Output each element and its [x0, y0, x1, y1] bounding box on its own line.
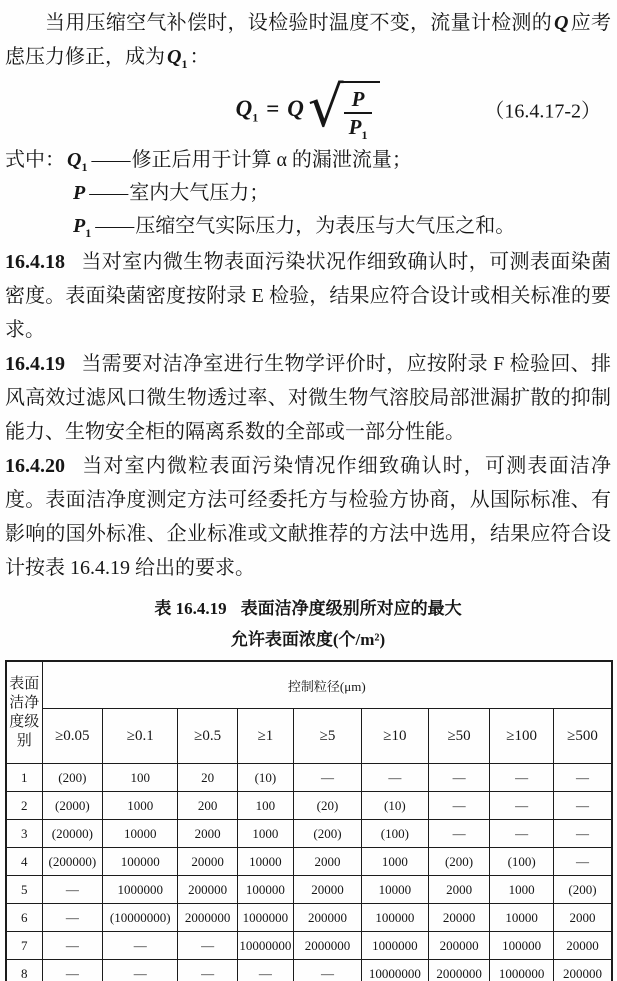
- column-header-cell: ≥5: [294, 709, 362, 764]
- column-header-cell: ≥100: [490, 709, 554, 764]
- section-text: 当对室内微粒表面污染情况作细致确认时，可测表面洁净度。表面洁净度测定方法可经委托方与检验方协商，从国际标准、有影响的国外标准、企业标准或文献推荐的方法中选用，结果应符合设计按表 16.4.19 给出的要求。: [5, 455, 611, 579]
- table-cell: (200000): [42, 848, 102, 876]
- table-cell: 2000000: [428, 960, 490, 981]
- intro-paragraph: [5, 6, 611, 74]
- surface-cleanliness-table: [5, 660, 613, 981]
- table-cell: 1000000: [361, 932, 428, 960]
- table-cell: 10000000: [361, 960, 428, 981]
- variable-q: Q: [554, 12, 569, 34]
- definition-text: 室内大气压力；: [129, 182, 270, 204]
- table-cell: —: [178, 932, 237, 960]
- table-cell: 20000: [178, 848, 237, 876]
- table-row: [6, 960, 612, 981]
- table-label: 表 16.4.19: [154, 599, 227, 618]
- level-cell: 5: [6, 876, 42, 904]
- table-cell: —: [294, 960, 362, 981]
- definition-dash: ——: [89, 182, 128, 204]
- where-line-p1: [71, 210, 611, 243]
- table-cell: 100000: [361, 904, 428, 932]
- level-cell: 6: [6, 904, 42, 932]
- table-cell: 10000000: [237, 932, 293, 960]
- table-row: [6, 848, 612, 876]
- sqrt-radical: [307, 74, 381, 142]
- table-cell: 100000: [237, 876, 293, 904]
- table-cell: 20: [178, 764, 237, 792]
- section-number: 16.4.18: [5, 251, 65, 273]
- level-cell: 7: [6, 932, 42, 960]
- table-cell: —: [553, 792, 612, 820]
- where-line-q1: [5, 144, 611, 177]
- table-cell: 1000: [490, 876, 554, 904]
- table-cell: (10000000): [103, 904, 178, 932]
- section-text: 当对室内微生物表面污染状况作细致确认时，可测表面染菌密度。表面染菌密度按附录 E 检验，结果应符合设计或相关标准的要求。: [5, 251, 611, 341]
- table-cell: —: [103, 960, 178, 981]
- table-cell: 2000000: [294, 932, 362, 960]
- fraction-denominator: $P_1$: [344, 112, 373, 139]
- column-header-cell: ≥0.1: [103, 709, 178, 764]
- table-title-text: 表面洁净度级别所对应的最大: [240, 599, 462, 618]
- formula-expression: [235, 74, 381, 142]
- level-cell: 2: [6, 792, 42, 820]
- column-header-cell: ≥1: [237, 709, 293, 764]
- equals-sign: =: [266, 96, 280, 121]
- table-title: [5, 593, 611, 655]
- where-line-p: [71, 177, 611, 210]
- table-row: [6, 792, 612, 820]
- table-row: [6, 932, 612, 960]
- table-cell: 100000: [490, 932, 554, 960]
- table-cell: 10000: [361, 876, 428, 904]
- intro-text-2: 应考虑压力修正，成为: [5, 12, 612, 68]
- section-number: 16.4.19: [5, 353, 65, 375]
- table-cell: (10): [237, 764, 293, 792]
- level-cell: 1: [6, 764, 42, 792]
- table-cell: —: [42, 876, 102, 904]
- radical-sign: √: [307, 74, 344, 140]
- table-cell: 10000: [103, 820, 178, 848]
- table-cell: (20000): [42, 820, 102, 848]
- table-cell: 20000: [553, 932, 612, 960]
- table-cell: 200000: [178, 876, 237, 904]
- column-header-cell: ≥0.5: [178, 709, 237, 764]
- section-16-4-19: [5, 347, 611, 449]
- level-cell: 3: [6, 820, 42, 848]
- level-cell: 4: [6, 848, 42, 876]
- variable-p1: $P_1$: [73, 215, 92, 240]
- definition-text: 压缩空气实际压力，为表压与大气压之和。: [135, 215, 516, 237]
- table-cell: 20000: [294, 876, 362, 904]
- table-cell: 200000: [294, 904, 362, 932]
- definition-dash: ——: [91, 149, 130, 171]
- table-cell: —: [42, 904, 102, 932]
- table-cell: (200): [553, 876, 612, 904]
- section-text: 当需要对洁净室进行生物学评价时，应按附录 F 检验回、排风高效过滤风口微生物透过率、对微生物气溶胶局部泄漏扩散的抑制能力、生物安全柜的隔离系数的全部或一部分性能。: [5, 353, 611, 443]
- variable-p: P: [73, 182, 86, 204]
- table-cell: (200): [428, 848, 490, 876]
- table-title-line2: 允许表面浓度(个/m²): [230, 630, 386, 649]
- table-cell: —: [428, 820, 490, 848]
- table-cell: 1000000: [490, 960, 554, 981]
- section-16-4-20: [5, 449, 611, 585]
- table-cell: —: [490, 820, 554, 848]
- table-cell: (100): [490, 848, 554, 876]
- table-row: [6, 764, 612, 792]
- where-prefix: 式中：: [5, 149, 65, 171]
- table-cell: (100): [361, 820, 428, 848]
- section-16-4-18: [5, 245, 611, 347]
- table-cell: (10): [361, 792, 428, 820]
- level-cell: 8: [6, 960, 42, 981]
- where-block: [5, 144, 611, 243]
- table-cell: 1000000: [237, 904, 293, 932]
- variable-q1: $Q_1$: [67, 149, 88, 174]
- column-header-cell: ≥0.05: [42, 709, 102, 764]
- particle-size-header: 控制粒径(μm): [42, 661, 612, 709]
- section-number: 16.4.20: [5, 455, 65, 477]
- table-cell: (2000): [42, 792, 102, 820]
- table-cell: —: [553, 764, 612, 792]
- table-cell: 2000: [553, 904, 612, 932]
- table-cell: —: [553, 848, 612, 876]
- fraction: [344, 86, 373, 142]
- intro-text-3: ：: [189, 46, 210, 68]
- table-cell: 200000: [428, 932, 490, 960]
- fraction-numerator: P: [351, 86, 365, 111]
- table-cell: —: [490, 764, 554, 792]
- table-cell: 1000: [361, 848, 428, 876]
- table-cell: 1000: [103, 792, 178, 820]
- table-cell: 1000: [237, 820, 293, 848]
- radicand: [339, 81, 381, 142]
- table-cell: 2000: [428, 876, 490, 904]
- table-cell: 1000000: [103, 876, 178, 904]
- table-cell: 2000: [178, 820, 237, 848]
- equation-number: （16.4.17-2）: [484, 100, 601, 123]
- corner-header-cell: [6, 661, 42, 764]
- formula-block: [5, 76, 611, 142]
- table-cell: 2000000: [178, 904, 237, 932]
- table-title-line1: [5, 593, 611, 624]
- table-cell: —: [103, 932, 178, 960]
- table-cell: —: [42, 960, 102, 981]
- column-header-cell: ≥10: [361, 709, 428, 764]
- formula-rhs-coefficient: Q: [287, 96, 304, 121]
- table-cell: —: [178, 960, 237, 981]
- definition-dash: ——: [95, 215, 134, 237]
- table-cell: —: [428, 792, 490, 820]
- table-cell: 100000: [103, 848, 178, 876]
- intro-text-1: 当用压缩空气补偿时，设检验时温度不变，流量计检测的: [45, 12, 552, 34]
- formula-lhs: $Q_1$: [235, 96, 259, 125]
- table-cell: (200): [294, 820, 362, 848]
- table-cell: 200: [178, 792, 237, 820]
- table-cell: 2000: [294, 848, 362, 876]
- table-cell: 10000: [237, 848, 293, 876]
- table-cell: 100: [237, 792, 293, 820]
- table-cell: —: [294, 764, 362, 792]
- table-cell: 200000: [553, 960, 612, 981]
- table-row: [6, 820, 612, 848]
- table-cell: —: [42, 932, 102, 960]
- table-cell: —: [428, 764, 490, 792]
- table-row: [6, 876, 612, 904]
- column-header-cell: ≥500: [553, 709, 612, 764]
- table-cell: 10000: [490, 904, 554, 932]
- table-cell: —: [237, 960, 293, 981]
- table-cell: —: [553, 820, 612, 848]
- column-header-cell: ≥50: [428, 709, 490, 764]
- table-cell: 100: [103, 764, 178, 792]
- variable-q1: $Q_1$: [167, 46, 188, 71]
- table-cell: —: [361, 764, 428, 792]
- table-row: [6, 904, 612, 932]
- table-cell: —: [490, 792, 554, 820]
- definition-text: 修正后用于计算 α 的漏泄流量；: [131, 149, 412, 171]
- table-cell: (200): [42, 764, 102, 792]
- table-cell: 20000: [428, 904, 490, 932]
- corner-header-text: 表面洁净度级别: [9, 675, 40, 749]
- table-cell: (20): [294, 792, 362, 820]
